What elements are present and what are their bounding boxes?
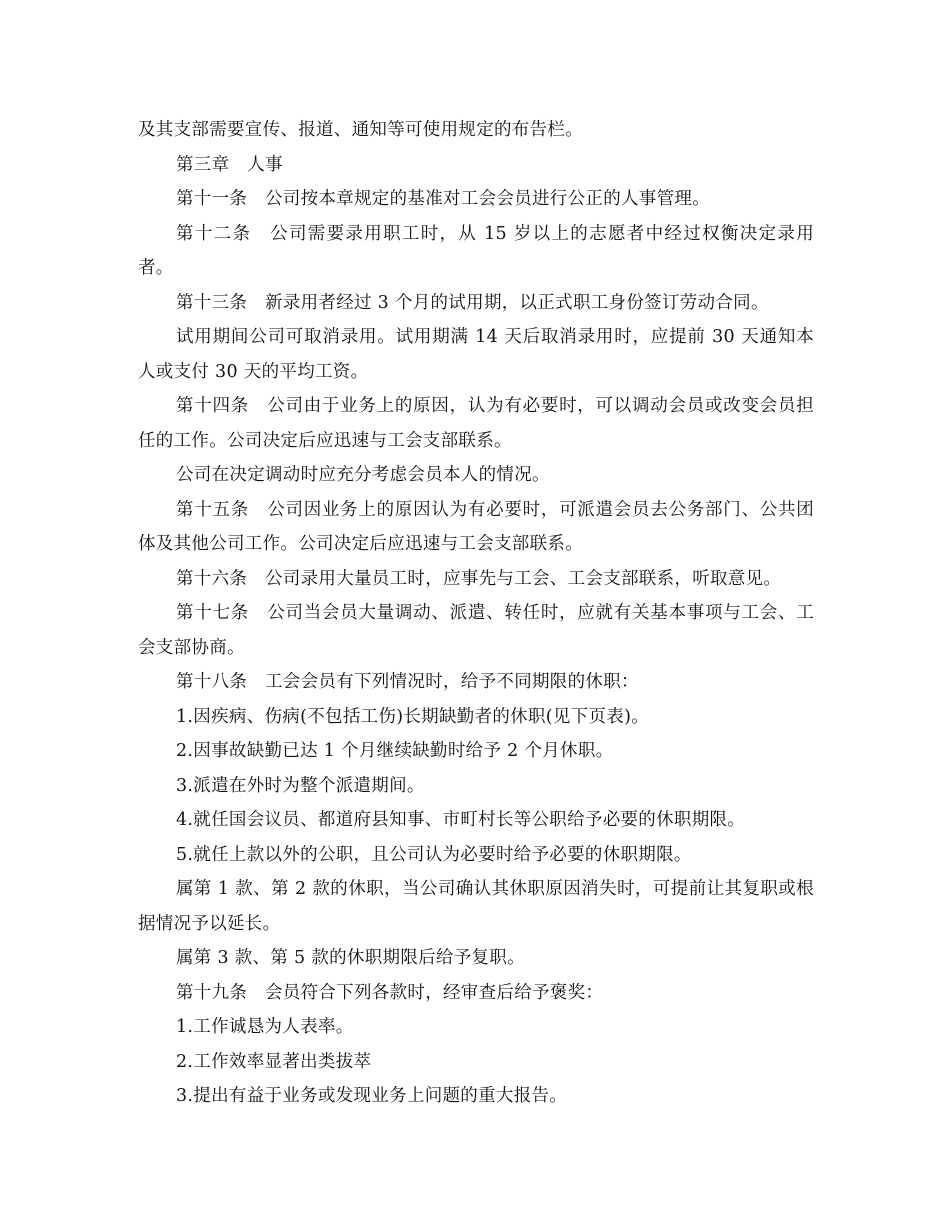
paragraph: 试用期间公司可取消录用。试用期满 14 天后取消录用时，应提前 30 天通知本人或支付 30 天的平均工资。 (138, 327, 814, 382)
paragraph: 属第 1 款、第 2 款的休职，当公司确认其休职原因消失时，可提前让其复职或根据情况予以延长。 (138, 879, 814, 934)
paragraph: 公司在决定调动时应充分考虑会员本人的情况。 (176, 465, 550, 485)
paragraph: 及其支部需要宣传、报道、通知等可使用规定的布告栏。 (138, 120, 583, 140)
article-16: 第十六条 公司录用大量员工时，应事先与工会、工会支部联系，听取意见。 (176, 568, 782, 589)
list-item: 3.派遣在外时为整个派遣期间。 (176, 775, 425, 796)
list-item: 2.因事故缺勤已达 1 个月继续缺勤时给予 2 个月休职。 (176, 741, 614, 761)
list-item: 2.工作效率显著出类拔萃 (176, 1051, 372, 1072)
list-item: 3.提出有益于业务或发现业务上问题的重大报告。 (176, 1086, 568, 1106)
chapter-heading: 第三章 人事 (176, 154, 283, 175)
article-18: 第十八条 工会会员有下列情况时，给予不同期限的休职： (176, 672, 639, 692)
article-15: 第十五条 公司因业务上的原因认为有必要时，可派遣会员去公务部门、公共团体及其他公司工作。公司决定后应迅速与工会支部联系。 (138, 499, 814, 554)
paragraph: 属第 3 款、第 5 款的休职期限后给予复职。 (176, 948, 525, 968)
list-item: 4.就任国会议员、都道府县知事、市町村长等公职给予必要的休职期限。 (176, 810, 746, 830)
document-body (138, 113, 814, 1114)
list-item: 5.就任上款以外的公职，且公司认为必要时给予必要的休职期限。 (176, 844, 692, 865)
article-14: 第十四条 公司由于业务上的原因，认为有必要时，可以调动会员或改变会员担任的工作。公司决定后应迅速与工会支部联系。 (138, 396, 814, 451)
article-12: 第十二条 公司需要录用职工时，从 15 岁以上的志愿者中经过权衡决定录用者。 (138, 223, 814, 278)
list-item: 1.工作诚恳为人表率。 (176, 1017, 354, 1037)
article-19: 第十九条 会员符合下列各款时，经审查后给予褒奖： (176, 982, 604, 1003)
article-11: 第十一条 公司按本章规定的基准对工会会员进行公正的人事管理。 (176, 189, 710, 209)
article-17: 第十七条 公司当会员大量调动、派遣、转任时，应就有关基本事项与工会、工会支部协商。 (138, 603, 814, 658)
list-item: 1.因疾病、伤病(不包括工伤)长期缺勤者的休职(见下页表)。 (176, 706, 650, 727)
article-13: 第十三条 新录用者经过 3 个月的试用期，以正式职工身份签订劳动合同。 (176, 292, 769, 313)
